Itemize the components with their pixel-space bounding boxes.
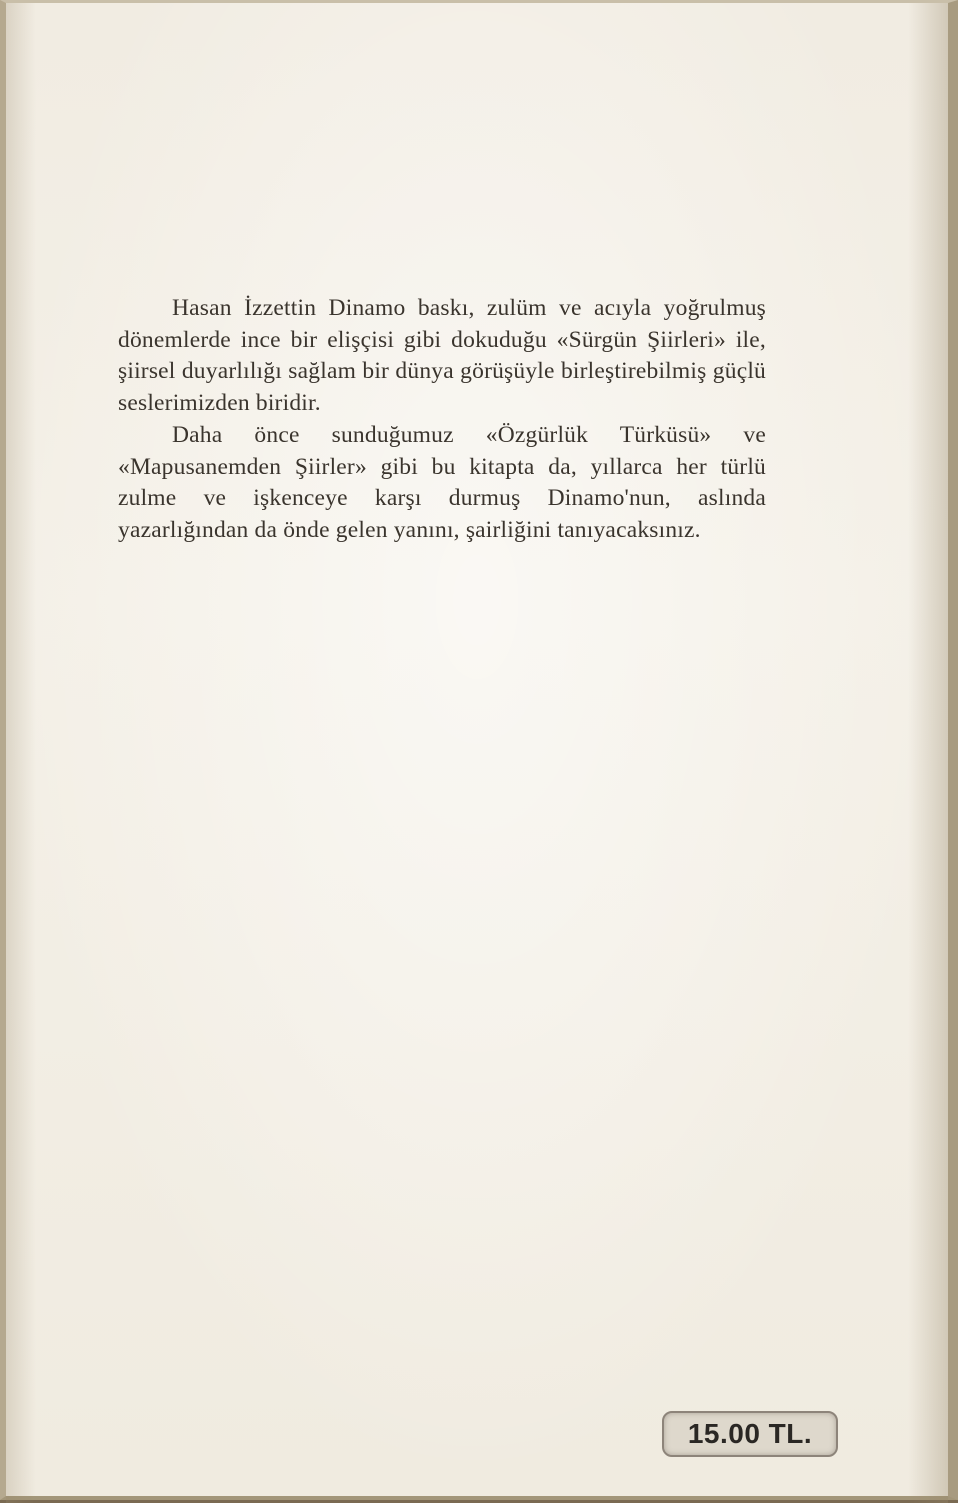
- blurb-paragraph-1: Hasan İzzettin Dinamo baskı, zulüm ve acıyla yoğrulmuş dönemlerde ince bir elişçisi gibi dokuduğu «Sürgün Şiirleri» ile, şiirsel duyarlılığı sağlam bir dünya görüşüyle birleştirebilmiş güçlü seslerimizden biridir.: [118, 295, 766, 417]
- price-label: 15.00 TL.: [687, 1418, 813, 1449]
- back-cover-blurb: [118, 293, 766, 547]
- cover-left-edge: [6, 3, 36, 1503]
- price-sticker: [662, 1411, 838, 1457]
- cover-right-edge: [908, 3, 948, 1503]
- blurb-paragraph-2: Daha önce sunduğumuz «Özgürlük Türküsü» ve «Mapusanemden Şiirler» gibi bu kitapta da, yıllarca her türlü zulme ve işkenceye karşı durmuş Dinamo'nun, aslında yazarlığından da önde gelen yanını, şairliğini tanıyacaksınız.: [118, 421, 766, 543]
